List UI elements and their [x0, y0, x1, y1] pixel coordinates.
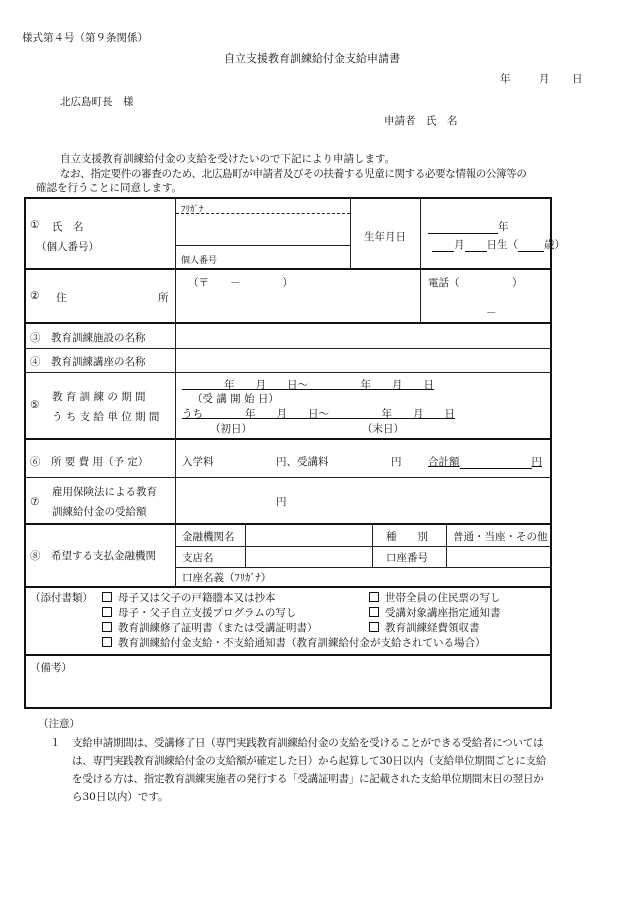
dob-month-unit: 月 [454, 239, 465, 251]
row5-number: ⑤ [30, 399, 40, 411]
row7-label-line2: 訓練給付金の受給額 [52, 506, 147, 518]
row1-number: ① [30, 219, 40, 231]
row3-facility-label: ③ 教育訓練施設の名称 [30, 332, 146, 344]
addressee: 北広島町長 様 [60, 96, 134, 108]
furigana-label: ﾌﾘｶﾞﾅ [181, 205, 204, 215]
dob-day-field[interactable] [465, 241, 487, 252]
attachment-item-2: 世帯全員の住民票の写し [385, 592, 501, 604]
last-day-caption: （末日） [362, 423, 404, 435]
course-name-field[interactable] [176, 350, 551, 371]
name-field[interactable] [176, 215, 350, 245]
attachment-item-4: 受講対象講座指定通知書 [385, 607, 501, 619]
row2-address-label-left: 住 [56, 292, 67, 304]
row2-number: ② [30, 290, 40, 302]
notes-heading: （注意） [38, 718, 80, 730]
personal-number-label: 個人番号 [181, 256, 218, 266]
dob-label: 生年月日 [364, 231, 406, 243]
account-type-label: 種 別 [386, 531, 428, 543]
attachment-checkbox-4[interactable] [369, 607, 379, 617]
intro-line-1: 自立支援教育訓練給付金の支給を受けたいので下記により申請します。 [60, 153, 396, 165]
training-period-field[interactable]: 年 月 日～ 年 月 日 [182, 379, 434, 391]
row5-label-line2: う ち 支 給 単 位 期 間 [52, 411, 160, 423]
phone-field[interactable]: 電話（ ） [428, 277, 523, 289]
note-line-3: を受ける方は、指定教育訓練実施者の発行する「受講証明書」に記載された支給単位期間末日の翌日か [72, 773, 544, 785]
bank-name-field[interactable] [246, 524, 371, 545]
attachment-checkbox-6[interactable] [369, 622, 379, 632]
age-unit: 歳） [544, 239, 565, 251]
attachment-checkbox-5[interactable] [102, 622, 112, 632]
row2-address-label-right: 所 [158, 292, 169, 304]
account-holder-label: 口座名義（ﾌﾘｶﾞﾅ） [182, 572, 272, 584]
remarks-label: （備考） [30, 662, 72, 674]
account-holder-field[interactable] [300, 568, 551, 585]
phone-dash: － [486, 307, 497, 319]
account-number-label: 口座番号 [386, 552, 428, 564]
first-day-caption: （初日） [210, 423, 252, 435]
facility-name-field[interactable] [176, 324, 551, 347]
address-field[interactable] [176, 290, 420, 320]
postal-code-field[interactable]: （〒 － ） [188, 277, 293, 289]
total-amount-field[interactable] [460, 458, 532, 469]
date-day-label: 日 [572, 73, 583, 85]
dob-month-field[interactable] [432, 241, 454, 252]
branch-name-field[interactable] [246, 547, 371, 566]
attachment-item-1: 母子又は父子の戸籍謄本又は抄本 [118, 592, 276, 604]
form-number: 様式第４号（第９条関係） [22, 32, 148, 44]
date-year-label: 年 [500, 73, 511, 85]
intro-line-2: なお、指定要件の審査のため、北広島町が申請者及びその扶養する児童に関する必要な情報の公簿等の [60, 168, 527, 180]
attachment-item-6: 教育訓練経費領収書 [385, 622, 480, 634]
note-number: １ [50, 737, 61, 749]
applicant-name-label: 申請者 氏 名 [384, 115, 458, 127]
form-title: 自立支援教育訓練給付金支給申請書 [224, 52, 400, 65]
row1-name-label: 氏 名 [52, 221, 84, 233]
total-label: 合計額 [428, 456, 460, 468]
intro-line-3: 確認を行うことに同意します。 [36, 182, 183, 194]
benefit-amount-field[interactable] [176, 479, 551, 521]
dob-year-unit: 年 [498, 221, 509, 233]
branch-name-label: 支店名 [182, 552, 214, 564]
row6-cost-label: ⑥ 所 要 費 用（予 定） [30, 456, 149, 468]
attachments-label: （添付書類） [30, 592, 93, 604]
attachment-checkbox-7[interactable] [102, 637, 112, 647]
age-field[interactable] [518, 241, 544, 252]
account-type-options[interactable]: 普通・当座・その他 [453, 531, 548, 543]
remarks-field[interactable] [26, 675, 550, 707]
date-month-label: 月 [539, 73, 550, 85]
row5-label-line1: 教 育 訓 練 の 期 間 [52, 391, 146, 403]
attachment-checkbox-3[interactable] [102, 607, 112, 617]
note-line-4: ら30日以内）です。 [72, 791, 169, 803]
row4-course-label: ④ 教育訓練講座の名称 [30, 356, 146, 368]
benefit-yen-label: 円 [276, 496, 287, 508]
account-number-field[interactable] [447, 547, 551, 566]
attachment-item-7: 教育訓練給付金支給・不支給通知書（教育訓練給付金が支給されている場合） [118, 637, 486, 649]
dob-day-unit: 日生（ [486, 239, 518, 251]
dob-year-field[interactable] [428, 223, 498, 234]
attachment-item-5: 教育訓練修了証明書（または受講証明書） [118, 622, 318, 634]
tuition-fee-label: 円、受講料 [276, 456, 329, 468]
admission-fee-label: 入学料 [182, 456, 214, 468]
row8-bank-label: ⑧ 希望する支払金融機関 [30, 550, 156, 562]
tuition-yen-label: 円 [391, 456, 402, 468]
attachment-item-3: 母子・父子自立支援プログラムの写し [118, 607, 297, 619]
personal-number-field[interactable] [176, 247, 350, 268]
bank-name-label: 金融機関名 [182, 531, 235, 543]
row7-label-line1: 雇用保険法による教育 [52, 486, 157, 498]
payment-period-field[interactable]: うち 年 月 日～ 年 月 日 [182, 408, 455, 420]
row7-number: ⑦ [30, 496, 40, 508]
note-line-1: 支給申請期間は、受講修了日（専門実践教育訓練給付金の支給を受けることができる受給者については [72, 737, 544, 749]
attachment-checkbox-1[interactable] [102, 592, 112, 602]
attachment-checkbox-2[interactable] [369, 592, 379, 602]
note-line-2: は、専門実践教育訓練給付金の支給額が確定した日）から起算して30日以内（支給単位期間ごとに支給 [72, 755, 547, 767]
total-yen-label: 円 [531, 456, 542, 468]
start-date-caption: （受 講 開 始 日） [192, 393, 279, 405]
row1-my-number-label: （個人番号） [36, 241, 99, 253]
